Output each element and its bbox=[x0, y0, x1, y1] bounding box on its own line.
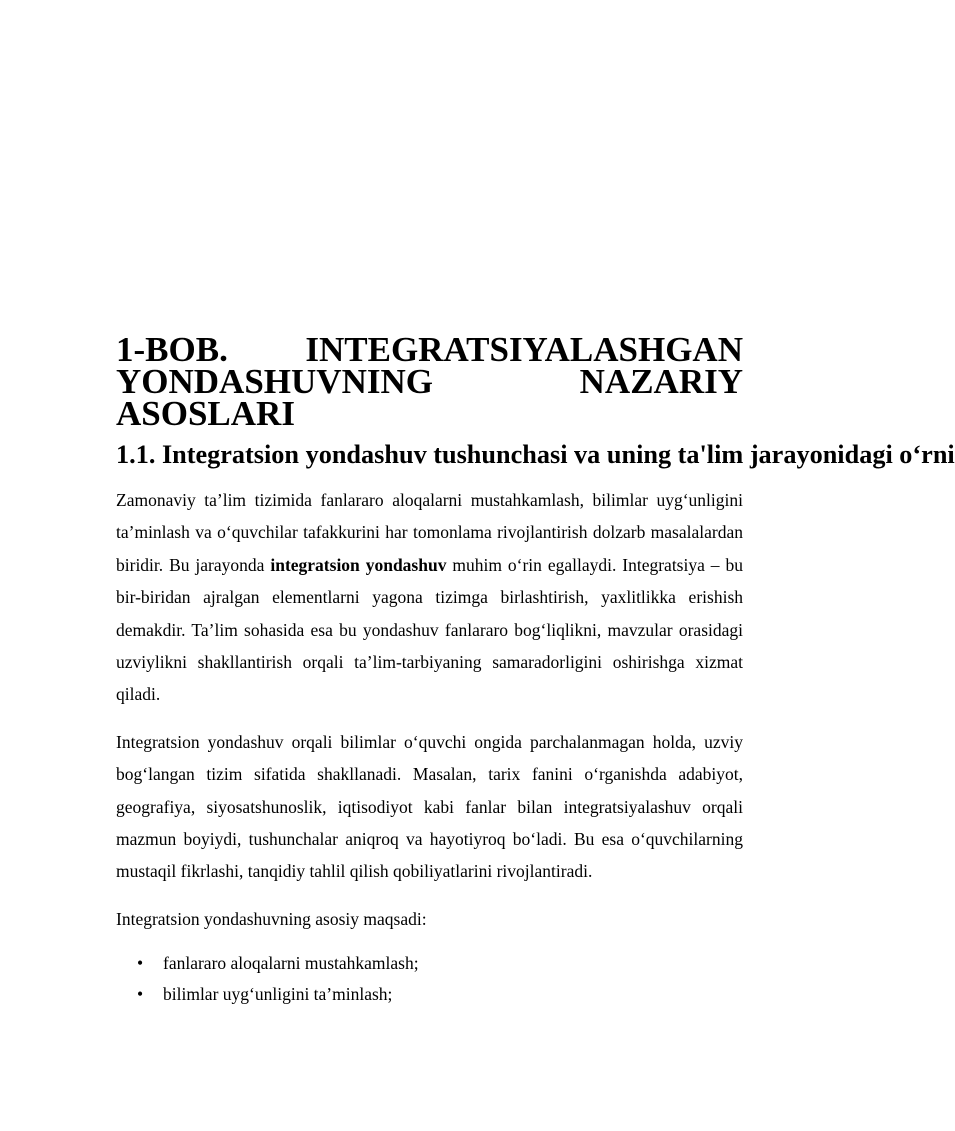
paragraph-1-bold-term: integratsion yondashuv bbox=[270, 554, 447, 575]
list-item bbox=[116, 948, 743, 979]
bullet-icon: • bbox=[137, 952, 144, 973]
list-item bbox=[116, 979, 743, 1010]
chapter-heading-line2: ASOSLARI bbox=[116, 394, 295, 433]
list-item-text: bilimlar uyg‘unligini ta’minlash; bbox=[163, 983, 393, 1004]
list-item-text: fanlararo aloqalarni mustahkamlash; bbox=[163, 952, 419, 973]
goals-intro: Integratsion yondashuvning asosiy maqsadi: bbox=[116, 908, 427, 929]
paragraph-2: Integratsion yondashuv orqali bilimlar o‘quvchi ongida parchalanmagan holda, uzviy bog‘langan tizim sifatida shakllanadi. Masalan, tarix fanini o‘rganishda adabiyot, geografiya, siyosatshunoslik, iqtisodiyot kabi fanlar bilan integratsiyalashuv orqali mazmun boyiydi, tushunchalar aniqroq va hayotiyroq bo‘ladi. Bu esa o‘quvchilarning mustaqil fikrlashi, tanqidiy tahlil qilish qobiliyatlarini rivojlantiradi. bbox=[116, 731, 743, 882]
paragraph-1-text-end: muhim o‘rin egallaydi. Integratsiya – bu bir-biridan ajralgan elementlarni yagona tizimga birlashtirish, yaxlitlikka erishish demakdir. Ta’lim sohasida esa bu yondashuv fanlararo bog‘liqlikni, mavzular orasidagi uzviylikni shakllantirish orqali ta’lim-tarbiyaning samaradorligini oshirishga xizmat qiladi. bbox=[116, 554, 743, 705]
paragraph-1-text-start: Zamonaviy ta’lim tizimida fanlararo aloqalarni mustahkamlash, bilimlar uyg‘unligini ta’minlash va o‘quvchilar tafakkurini har tomonlama rivojlantirish dolzarb masalalardan biridir. Bu jarayonda bbox=[116, 490, 743, 575]
chapter-heading-line1: 1-BOB. INTEGRATSIYALASHGAN YONDASHUVNING NAZARIY bbox=[116, 330, 743, 401]
document-page bbox=[116, 330, 955, 1010]
section-heading: 1.1. Integratsion yondashuv tushunchasi va uning ta'lim jarayonidagi o‘rni bbox=[116, 440, 955, 469]
bullet-icon: • bbox=[137, 983, 144, 1004]
chapter-heading bbox=[116, 330, 743, 433]
goals-list bbox=[116, 948, 743, 1010]
paragraph-1 bbox=[116, 484, 743, 711]
